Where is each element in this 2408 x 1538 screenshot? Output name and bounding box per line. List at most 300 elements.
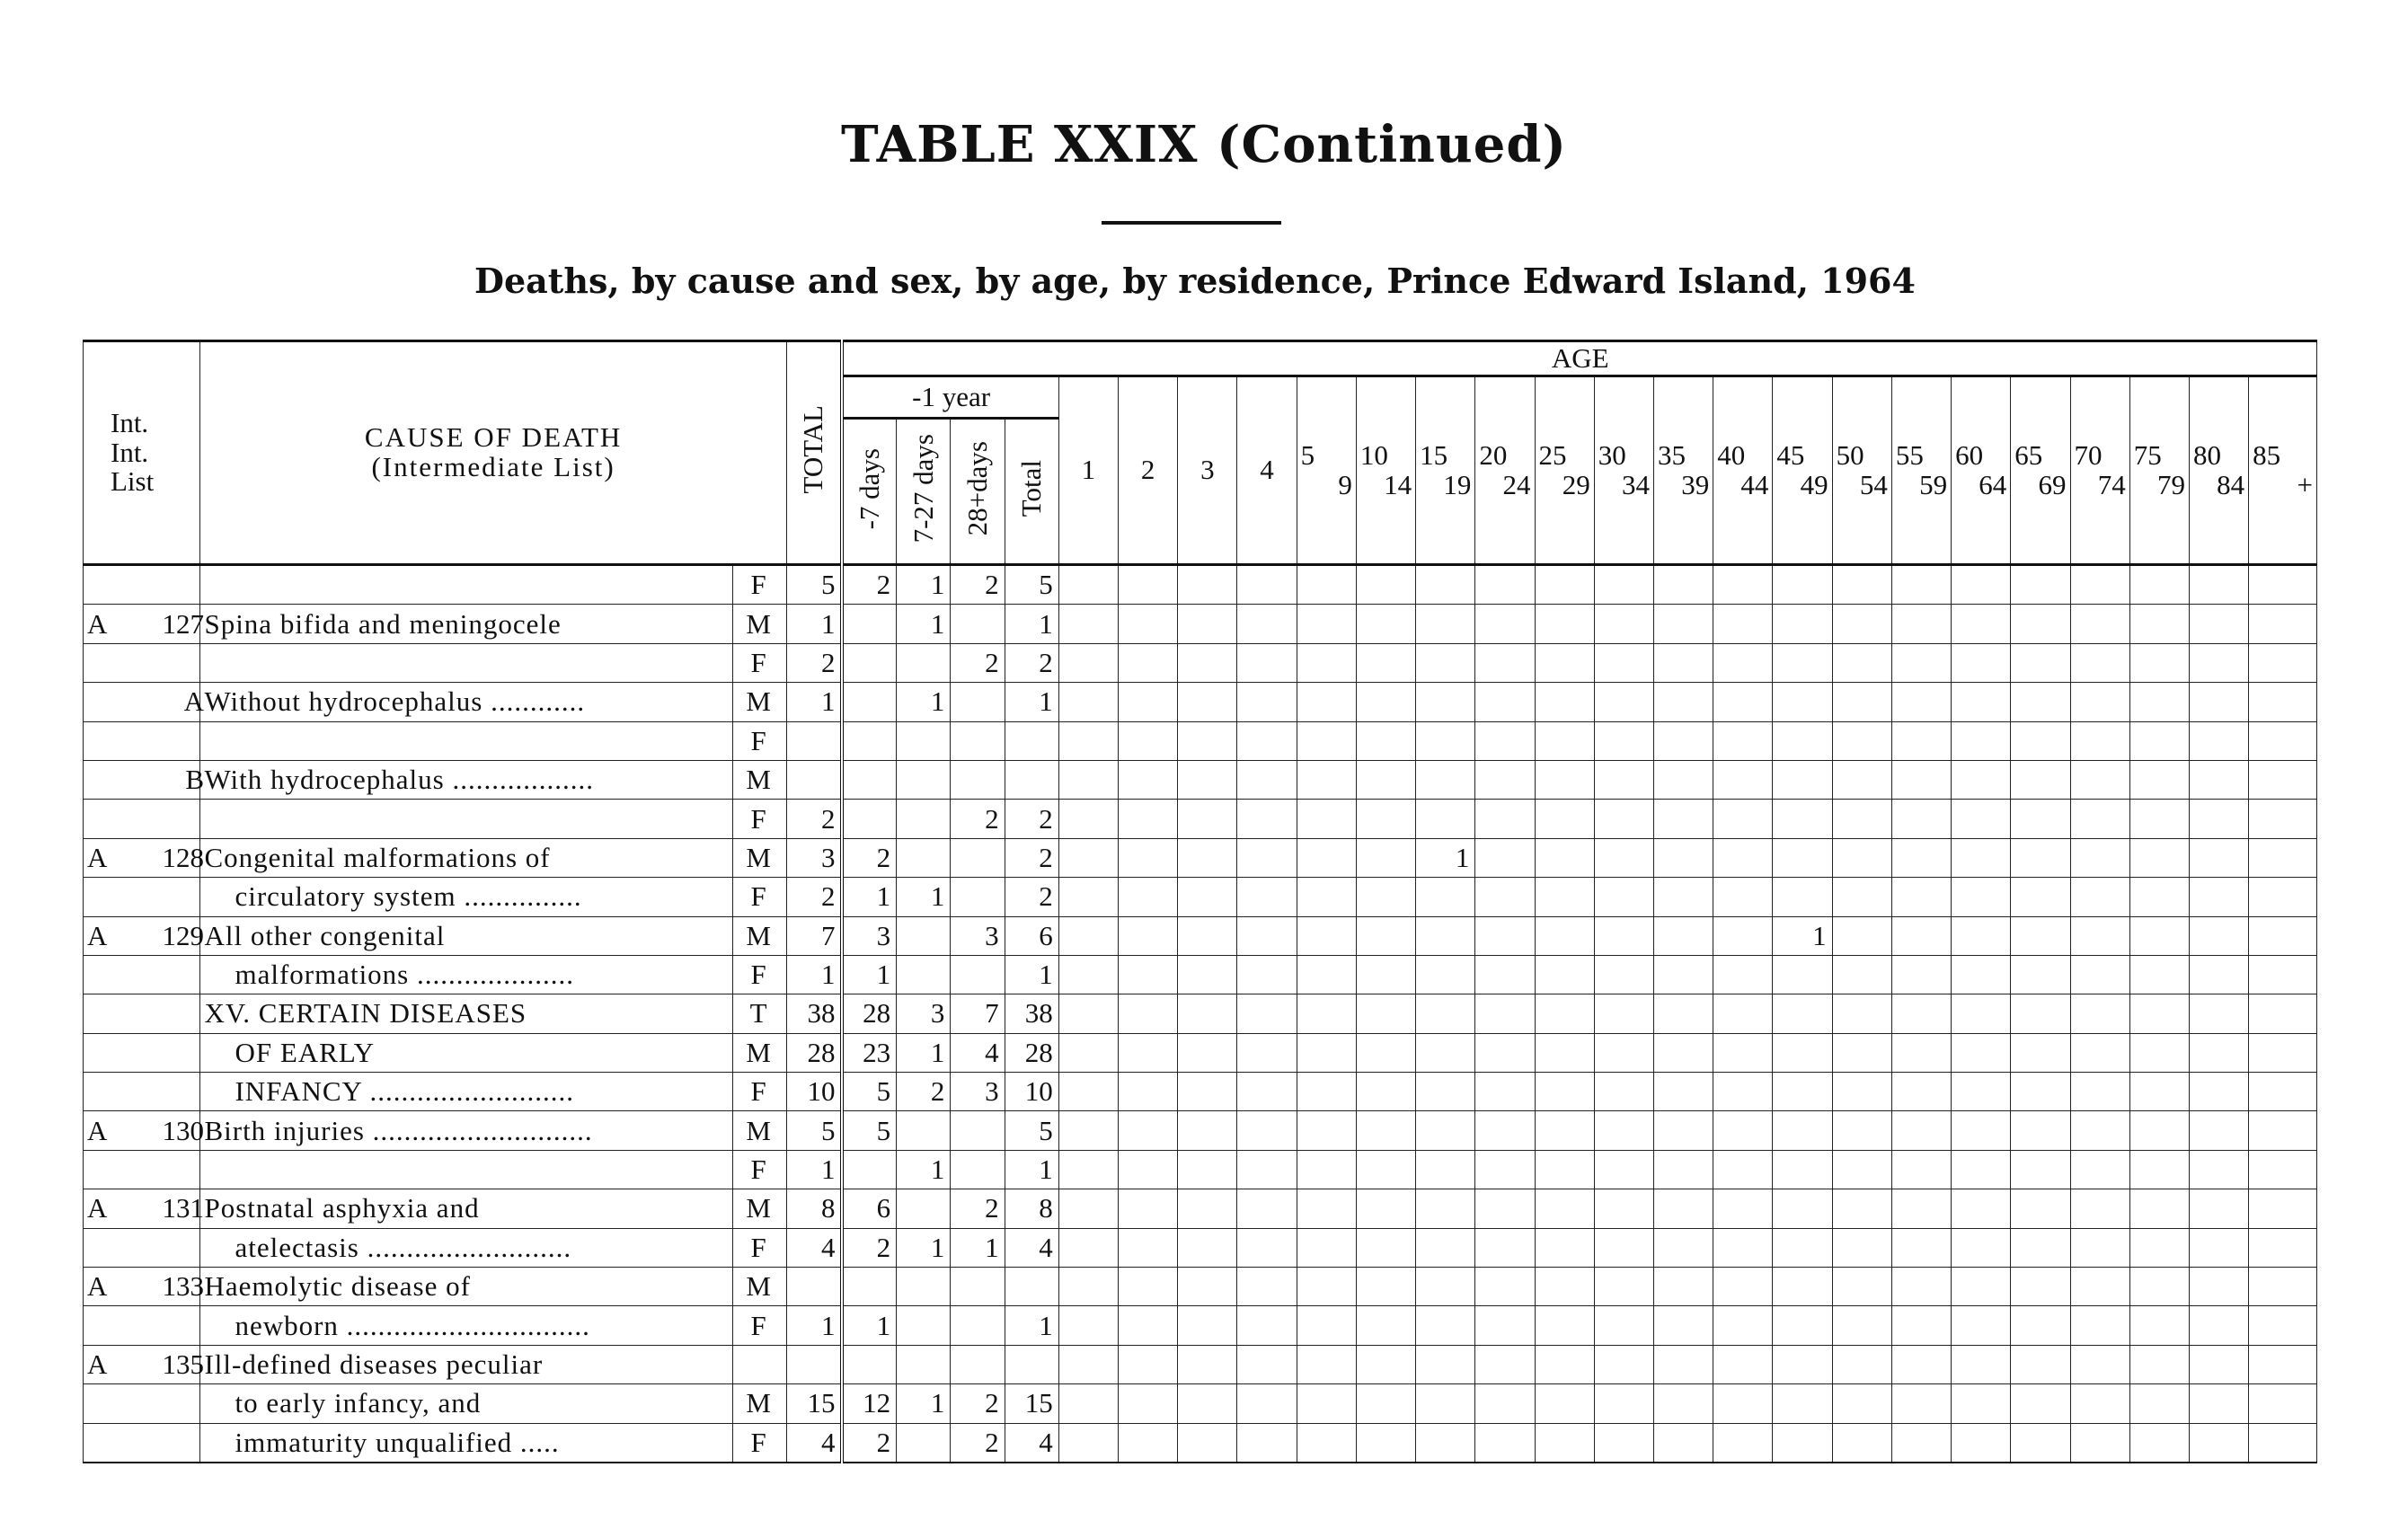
total-cell [786, 721, 842, 760]
int-list-cell [84, 1111, 204, 1150]
age-cell-5-9 [1297, 683, 1356, 721]
age-cell-70-74 [2070, 1345, 2129, 1383]
age-cell-60-64 [1952, 878, 2011, 916]
age-cell-65-69 [2011, 1384, 2070, 1423]
int-list-cell [84, 1306, 200, 1345]
int-list-line-2: Int. [111, 436, 149, 468]
age-cell-55-59 [1891, 1189, 1951, 1228]
age-cell-55-59 [1891, 955, 1951, 994]
age-cell-3 [1178, 1111, 1237, 1150]
total-cell: 8 [786, 1189, 842, 1228]
age-cell-4 [1237, 1150, 1297, 1189]
age-cell-70-74 [2070, 565, 2129, 605]
int-list-number: 127 [162, 607, 204, 640]
int-list-header [84, 341, 200, 565]
age-group-from: 50 [1836, 438, 1864, 471]
age-cell-55-59 [1891, 1384, 1951, 1423]
age-cell-85-+ [2249, 916, 2317, 955]
under-one-total-cell: 1 [1005, 955, 1058, 994]
age-cell-85-+ [2249, 1073, 2317, 1111]
cause-cell: Spina bifida and meningocele [200, 605, 732, 643]
age-cell-85-+ [2249, 1345, 2317, 1383]
age-4-header: 4 [1237, 376, 1297, 565]
table-row [84, 1033, 2317, 1072]
age-cell-4 [1237, 1111, 1297, 1150]
age-cell-75-79 [2129, 760, 2189, 799]
age-cell-5-9 [1297, 1073, 1356, 1111]
age-cell-10-14 [1356, 916, 1415, 955]
days-7-27-cell [897, 643, 951, 682]
table-row [84, 916, 2317, 955]
age-cell-3 [1178, 1268, 1237, 1306]
age-cell-1 [1058, 1384, 1118, 1423]
days-28-plus-cell [951, 955, 1005, 994]
age-cell-35-39 [1653, 878, 1713, 916]
age-cell-4 [1237, 565, 1297, 605]
age-cell-5-9 [1297, 838, 1356, 877]
age-cell-5-9 [1297, 605, 1356, 643]
age-cell-80-84 [2189, 1150, 2248, 1189]
int-list-cell [84, 643, 200, 682]
age-cell-45-49 [1773, 1150, 1832, 1189]
age-cell-40-44 [1713, 1111, 1773, 1150]
total-cell: 7 [786, 916, 842, 955]
age-cell-15-19 [1416, 565, 1475, 605]
sex-cell: F [732, 1228, 786, 1267]
age-cell-40-44 [1713, 1150, 1773, 1189]
days-7-27-cell: 1 [897, 878, 951, 916]
days-28-plus-cell [951, 683, 1005, 721]
age-cell-1 [1058, 1111, 1118, 1150]
cause-cell: OF EARLY [200, 1033, 732, 1072]
total-cell: 2 [786, 878, 842, 916]
total-cell: 5 [786, 565, 842, 605]
days-28-plus-cell: 2 [951, 643, 1005, 682]
age-group-header-45 [1773, 376, 1832, 565]
int-list-number: 130 [162, 1114, 204, 1146]
age-group-to: 39 [1681, 468, 1710, 500]
int-list-cell [84, 1384, 200, 1423]
age-cell-20-24 [1475, 721, 1535, 760]
age-cell-70-74 [2070, 838, 2129, 877]
days-7-27-cell [897, 1423, 951, 1463]
int-list-class: A [87, 1114, 108, 1146]
age-cell-5-9 [1297, 1228, 1356, 1267]
table-row [84, 955, 2317, 994]
age-cell-10-14 [1356, 994, 1415, 1033]
days-28-plus-cell [951, 878, 1005, 916]
cause-cell: circulatory system ............... [200, 878, 732, 916]
age-cell-30-34 [1594, 721, 1653, 760]
days-7-27-cell: 1 [897, 605, 951, 643]
age-cell-45-49 [1773, 565, 1832, 605]
age-cell-80-84 [2189, 800, 2248, 838]
age-cell-3 [1178, 1306, 1237, 1345]
cause-cell [200, 643, 732, 682]
age-cell-20-24 [1475, 605, 1535, 643]
age-cell-15-19 [1416, 994, 1475, 1033]
age-cell-20-24 [1475, 1189, 1535, 1228]
total-cell: 1 [786, 955, 842, 994]
age-cell-50-54 [1832, 643, 1891, 682]
age-cell-60-64 [1952, 1033, 2011, 1072]
age-cell-45-49 [1773, 955, 1832, 994]
age-cell-45-49 [1773, 878, 1832, 916]
table-row [84, 1189, 2317, 1228]
under-one-header: -1 year [842, 376, 1058, 419]
age-cell-40-44 [1713, 643, 1773, 682]
age-group-to: 69 [2038, 468, 2067, 500]
int-list-class: A [87, 841, 108, 873]
age-cell-1 [1058, 565, 1118, 605]
age-group-to: 59 [1919, 468, 1948, 500]
under-7-days-cell: 2 [842, 1423, 896, 1463]
age-cell-55-59 [1891, 1268, 1951, 1306]
age-cell-2 [1119, 1073, 1178, 1111]
age-cell-35-39 [1653, 1111, 1713, 1150]
days-7-27-header [897, 419, 951, 565]
age-cell-2 [1119, 916, 1178, 955]
age-cell-70-74 [2070, 994, 2129, 1033]
int-list-cell [84, 1268, 204, 1306]
age-group-header-20 [1475, 376, 1535, 565]
age-cell-4 [1237, 955, 1297, 994]
under-7-days-cell [842, 605, 896, 643]
age-cell-15-19 [1416, 955, 1475, 994]
int-list-cell [84, 878, 200, 916]
under-one-total-cell: 15 [1005, 1384, 1058, 1423]
under-one-total-cell: 6 [1005, 916, 1058, 955]
age-cell-25-29 [1535, 1268, 1594, 1306]
days-7-27-cell: 1 [897, 1033, 951, 1072]
age-cell-75-79 [2129, 800, 2189, 838]
age-cell-40-44 [1713, 1345, 1773, 1383]
age-cell-15-19 [1416, 721, 1475, 760]
age-cell-5-9 [1297, 565, 1356, 605]
cause-cell: to early infancy, and [200, 1384, 732, 1423]
days-28-plus-cell [951, 760, 1005, 799]
days-7-27-cell [897, 1268, 951, 1306]
age-cell-85-+ [2249, 1384, 2317, 1423]
under-7-days-cell: 2 [842, 838, 896, 877]
age-cell-1 [1058, 760, 1118, 799]
age-cell-25-29 [1535, 1189, 1594, 1228]
age-group-header-80 [2189, 376, 2248, 565]
age-cell-35-39 [1653, 1073, 1713, 1111]
age-cell-25-29 [1535, 800, 1594, 838]
age-cell-1 [1058, 1189, 1118, 1228]
age-cell-55-59 [1891, 643, 1951, 682]
age-cell-50-54 [1832, 1306, 1891, 1345]
age-cell-3 [1178, 1150, 1237, 1189]
table-row [84, 565, 2317, 605]
age-cell-35-39 [1653, 760, 1713, 799]
age-cell-30-34 [1594, 683, 1653, 721]
age-cell-65-69 [2011, 916, 2070, 955]
age-cell-45-49 [1773, 800, 1832, 838]
table-row [84, 1345, 2317, 1383]
cause-cell: INFANCY .......................... [200, 1073, 732, 1111]
under-7-days-cell [842, 760, 896, 799]
age-cell-10-14 [1356, 1345, 1415, 1383]
age-cell-25-29 [1535, 955, 1594, 994]
age-cell-40-44 [1713, 955, 1773, 994]
days-28-plus-cell: 2 [951, 1384, 1005, 1423]
int-list-number: A [183, 685, 204, 718]
age-cell-2 [1119, 1384, 1178, 1423]
age-cell-75-79 [2129, 1384, 2189, 1423]
age-cell-5-9 [1297, 1384, 1356, 1423]
age-group-header-35 [1653, 376, 1713, 565]
age-group-to: 79 [2156, 468, 2185, 500]
age-cell-50-54 [1832, 1268, 1891, 1306]
age-cell-4 [1237, 994, 1297, 1033]
table-body [84, 565, 2317, 1463]
int-list-number: 131 [162, 1192, 204, 1224]
age-cell-65-69 [2011, 760, 2070, 799]
age-cell-4 [1237, 1384, 1297, 1423]
age-cell-4 [1237, 878, 1297, 916]
int-list-cell [84, 838, 204, 877]
age-cell-4 [1237, 1268, 1297, 1306]
int-list-cell [84, 1423, 200, 1463]
age-cell-25-29 [1535, 1306, 1594, 1345]
age-group-to: 74 [2097, 468, 2126, 500]
int-list-number: 133 [162, 1270, 204, 1303]
under-one-total-cell: 4 [1005, 1423, 1058, 1463]
age-group-to: 14 [1384, 468, 1412, 500]
age-cell-3 [1178, 721, 1237, 760]
age-cell-1 [1058, 838, 1118, 877]
age-cell-40-44 [1713, 878, 1773, 916]
age-cell-70-74 [2070, 1111, 2129, 1150]
int-list-cell [84, 916, 204, 955]
age-cell-30-34 [1594, 878, 1653, 916]
int-list-number: B [185, 764, 204, 796]
days-28-plus-cell [951, 838, 1005, 877]
days-7-27-cell [897, 955, 951, 994]
age-cell-80-84 [2189, 916, 2248, 955]
age-cell-5-9 [1297, 916, 1356, 955]
age-cell-15-19 [1416, 683, 1475, 721]
age-cell-50-54 [1832, 1150, 1891, 1189]
table-row [84, 800, 2317, 838]
age-group-to: 49 [1800, 468, 1828, 500]
age-cell-2 [1119, 643, 1178, 682]
days-7-27-cell: 2 [897, 1073, 951, 1111]
age-cell-65-69 [2011, 1345, 2070, 1383]
age-cell-50-54 [1832, 1111, 1891, 1150]
int-list-cell [84, 1033, 200, 1072]
age-cell-10-14 [1356, 1073, 1415, 1111]
age-cell-10-14 [1356, 565, 1415, 605]
age-cell-70-74 [2070, 1423, 2129, 1463]
age-cell-20-24 [1475, 1150, 1535, 1189]
days-28-plus-label: 28+days [961, 441, 993, 536]
age-cell-55-59 [1891, 838, 1951, 877]
age-cell-65-69 [2011, 994, 2070, 1033]
days-7-27-cell [897, 838, 951, 877]
age-cell-75-79 [2129, 565, 2189, 605]
under-7-days-cell: 23 [842, 1033, 896, 1072]
age-cell-50-54 [1832, 760, 1891, 799]
age-cell-20-24 [1475, 916, 1535, 955]
age-cell-50-54 [1832, 878, 1891, 916]
cause-cell: malformations .................... [200, 955, 732, 994]
age-1-header: 1 [1058, 376, 1118, 565]
total-cell: 38 [786, 994, 842, 1033]
age-cell-55-59 [1891, 760, 1951, 799]
age-cell-20-24 [1475, 878, 1535, 916]
int-list-cell [84, 955, 200, 994]
age-cell-35-39 [1653, 1033, 1713, 1072]
age-cell-15-19 [1416, 1111, 1475, 1150]
age-cell-3 [1178, 994, 1237, 1033]
age-cell-4 [1237, 1228, 1297, 1267]
age-cell-45-49 [1773, 1345, 1832, 1383]
age-cell-3 [1178, 1423, 1237, 1463]
age-group-to: 34 [1621, 468, 1650, 500]
cause-cell [200, 721, 732, 760]
age-cell-4 [1237, 721, 1297, 760]
sex-cell: M [732, 1111, 786, 1150]
age-cell-85-+ [2249, 838, 2317, 877]
total-header-label: TOTAL [797, 405, 829, 494]
age-cell-70-74 [2070, 800, 2129, 838]
cause-cell: immaturity unqualified ..... [200, 1423, 732, 1463]
cause-cell: Haemolytic disease of [200, 1268, 732, 1306]
int-list-cell [84, 605, 204, 643]
age-cell-10-14 [1356, 1384, 1415, 1423]
age-cell-4 [1237, 916, 1297, 955]
under-one-total-cell: 4 [1005, 1228, 1058, 1267]
age-cell-70-74 [2070, 605, 2129, 643]
age-cell-25-29 [1535, 683, 1594, 721]
age-cell-25-29 [1535, 565, 1594, 605]
age-cell-20-24 [1475, 838, 1535, 877]
age-cell-40-44 [1713, 994, 1773, 1033]
sex-cell: F [732, 1306, 786, 1345]
age-cell-20-24 [1475, 1345, 1535, 1383]
age-cell-15-19 [1416, 1073, 1475, 1111]
age-cell-50-54 [1832, 565, 1891, 605]
age-cell-70-74 [2070, 643, 2129, 682]
days-7-27-cell [897, 1111, 951, 1150]
under-one-total-cell: 2 [1005, 878, 1058, 916]
under-7-days-cell: 2 [842, 565, 896, 605]
table-row [84, 605, 2317, 643]
days-7-27-cell [897, 1345, 951, 1383]
age-cell-3 [1178, 1345, 1237, 1383]
age-cell-30-34 [1594, 1345, 1653, 1383]
age-cell-3 [1178, 800, 1237, 838]
age-cell-60-64 [1952, 955, 2011, 994]
age-cell-85-+ [2249, 565, 2317, 605]
age-cell-2 [1119, 1189, 1178, 1228]
age-cell-5-9 [1297, 1345, 1356, 1383]
age-cell-60-64 [1952, 760, 2011, 799]
age-cell-45-49 [1773, 683, 1832, 721]
sex-cell: M [732, 1189, 786, 1228]
age-cell-85-+ [2249, 955, 2317, 994]
under-7-days-cell: 3 [842, 916, 896, 955]
age-cell-35-39 [1653, 565, 1713, 605]
age-group-header-75 [2129, 376, 2189, 565]
age-cell-2 [1119, 683, 1178, 721]
under-one-total-cell [1005, 760, 1058, 799]
cause-cell: Without hydrocephalus ............ [200, 683, 732, 721]
age-cell-20-24 [1475, 955, 1535, 994]
age-cell-2 [1119, 760, 1178, 799]
total-cell: 2 [786, 800, 842, 838]
age-cell-5-9 [1297, 1423, 1356, 1463]
age-cell-85-+ [2249, 1033, 2317, 1072]
age-group-from: 10 [1359, 438, 1388, 471]
age-cell-45-49 [1773, 1189, 1832, 1228]
age-cell-80-84 [2189, 1306, 2248, 1345]
age-cell-75-79 [2129, 955, 2189, 994]
age-cell-50-54 [1832, 800, 1891, 838]
table-row [84, 1228, 2317, 1267]
age-cell-25-29 [1535, 994, 1594, 1033]
age-cell-80-84 [2189, 1384, 2248, 1423]
age-cell-35-39 [1653, 643, 1713, 682]
age-cell-80-84 [2189, 878, 2248, 916]
age-cell-40-44 [1713, 1268, 1773, 1306]
cause-cell: XV. CERTAIN DISEASES [200, 994, 732, 1033]
under-one-total-cell: 2 [1005, 800, 1058, 838]
age-cell-35-39 [1653, 1228, 1713, 1267]
age-cell-75-79 [2129, 643, 2189, 682]
under-one-total-cell: 8 [1005, 1189, 1058, 1228]
age-cell-60-64 [1952, 1189, 2011, 1228]
cause-cell: All other congenital [200, 916, 732, 955]
age-cell-50-54 [1832, 683, 1891, 721]
cause-cell: Congenital malformations of [200, 838, 732, 877]
under-one-total-cell: 5 [1005, 565, 1058, 605]
age-cell-10-14 [1356, 1150, 1415, 1189]
table-row [84, 1073, 2317, 1111]
age-cell-25-29 [1535, 1073, 1594, 1111]
age-cell-35-39 [1653, 721, 1713, 760]
age-cell-85-+ [2249, 1111, 2317, 1150]
age-cell-85-+ [2249, 683, 2317, 721]
age-cell-3 [1178, 955, 1237, 994]
age-cell-55-59 [1891, 1150, 1951, 1189]
age-cell-65-69 [2011, 1150, 2070, 1189]
age-cell-25-29 [1535, 1150, 1594, 1189]
age-cell-55-59 [1891, 878, 1951, 916]
under-7-days-cell: 1 [842, 1306, 896, 1345]
age-cell-50-54 [1832, 605, 1891, 643]
age-cell-10-14 [1356, 955, 1415, 994]
age-cell-70-74 [2070, 1384, 2129, 1423]
age-cell-2 [1119, 838, 1178, 877]
under-one-total-cell: 38 [1005, 994, 1058, 1033]
age-cell-35-39 [1653, 1268, 1713, 1306]
age-cell-15-19 [1416, 1268, 1475, 1306]
age-group-from: 15 [1420, 438, 1448, 471]
age-group-header-55 [1891, 376, 1951, 565]
age-cell-35-39 [1653, 838, 1713, 877]
under-7-days-cell [842, 800, 896, 838]
age-cell-35-39 [1653, 1189, 1713, 1228]
age-cell-4 [1237, 1423, 1297, 1463]
age-cell-75-79 [2129, 1268, 2189, 1306]
age-group-header-85 [2249, 376, 2317, 565]
sex-cell: F [732, 1073, 786, 1111]
age-cell-3 [1178, 878, 1237, 916]
